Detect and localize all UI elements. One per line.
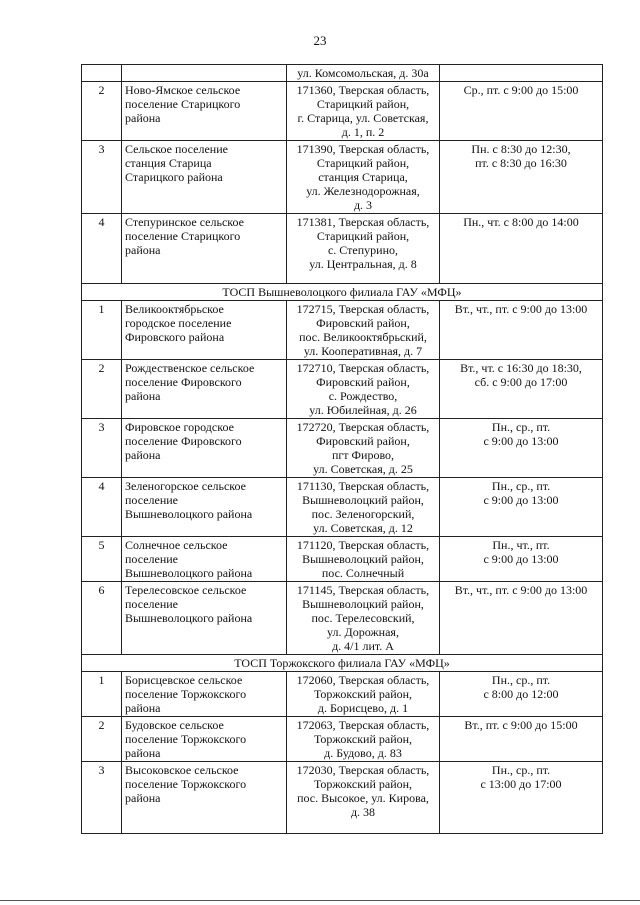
hours-line: с 9:00 до 13:00 — [483, 434, 559, 448]
address-line: 172063, Тверская область, — [296, 718, 430, 732]
section-header-row — [82, 284, 603, 301]
settlement-name-line: района — [125, 746, 161, 760]
hours-cell — [440, 141, 603, 214]
row-number — [82, 65, 122, 82]
hours-line: с 13:00 до 17:00 — [480, 777, 562, 791]
address-line: ул. Центральная, д. 8 — [309, 257, 417, 271]
settlement-name-line: поселение Фировского — [125, 434, 242, 448]
address-cell — [287, 360, 440, 419]
hours-cell — [440, 65, 603, 82]
settlement-name-line: района — [125, 111, 161, 125]
settlement-name-line: Зеленогорское сельское — [125, 479, 246, 493]
address-line: д. 3 — [353, 198, 373, 212]
address-line: пос. Великооктябрьский, — [299, 330, 427, 344]
address-line: Торжокский район, — [313, 732, 413, 746]
address-cell — [287, 717, 440, 762]
address-line: Вышневолоцкий район, — [302, 493, 424, 507]
address-line: ул. Железнодорожная, — [306, 184, 420, 198]
table-row — [82, 478, 603, 537]
hours-line: Вт., чт., пт. с 9:00 до 13:00 — [454, 583, 588, 597]
address-line: 172710, Тверская область, — [296, 361, 430, 375]
settlement-name-line: Ново-Ямское сельское — [125, 83, 241, 97]
section-header-row — [82, 655, 603, 672]
settlement-name-line: района — [125, 791, 161, 805]
settlement-name-cell — [122, 141, 287, 214]
address-line: г. Старица, ул. Советская, — [297, 111, 429, 125]
hours-cell — [440, 762, 603, 834]
address-cell — [287, 301, 440, 360]
address-line: д. 4/1 лит. А — [332, 639, 394, 653]
hours-cell — [440, 537, 603, 582]
settlement-name-line: поселение — [125, 493, 179, 507]
address-line: 172060, Тверская область, — [296, 673, 430, 687]
hours-cell — [440, 672, 603, 717]
address-line: ул. Советская, д. 25 — [313, 462, 413, 476]
table-row — [82, 65, 603, 82]
settlement-name-cell — [122, 301, 287, 360]
table-row — [82, 717, 603, 762]
address-line: пос. Солнечный — [321, 566, 405, 580]
hours-line: Вт., пт. с 9:00 до 15:00 — [464, 718, 578, 732]
settlement-name-line: Фировского района — [125, 330, 225, 344]
settlement-name-line: станция Старица — [125, 156, 212, 170]
mfc-offices-table — [81, 64, 603, 834]
address-line: 172715, Тверская область, — [296, 302, 430, 316]
settlement-name-line: района — [125, 701, 161, 715]
settlement-name-cell — [122, 478, 287, 537]
settlement-name-line: поселение Торжокского — [125, 687, 247, 701]
address-cell — [287, 478, 440, 537]
hours-line: Пн. с 8:30 до 12:30, — [471, 142, 571, 156]
address-line: д. 38 — [350, 805, 376, 819]
address-line: д. Борисцево, д. 1 — [317, 701, 409, 715]
address-line: Старицкий район, — [316, 97, 410, 111]
hours-line: с 9:00 до 13:00 — [483, 552, 559, 566]
hours-line: Пн., ср., пт. — [491, 479, 551, 493]
settlement-name-line: района — [125, 243, 161, 257]
address-line: 171390, Тверская область, — [296, 142, 430, 156]
hours-line: пт. с 8:30 до 16:30 — [475, 156, 567, 170]
table-row — [82, 582, 603, 655]
settlement-name-line: Степуринское сельское — [125, 215, 244, 229]
table-row — [82, 141, 603, 214]
settlement-name-cell — [122, 214, 287, 284]
hours-line: Пн., ср., пт. — [491, 673, 551, 687]
settlement-name-line: поселение — [125, 552, 179, 566]
bottom-rule — [0, 900, 640, 901]
row-number: 2 — [82, 717, 122, 762]
address-line: 171120, Тверская область, — [296, 538, 430, 552]
address-line: Вышневолоцкий район, — [302, 552, 424, 566]
address-line: станция Старица, — [318, 170, 408, 184]
hours-cell — [440, 717, 603, 762]
settlement-name-line: Вышневолоцкого района — [125, 507, 253, 521]
address-line: с. Рождество, — [328, 389, 398, 403]
address-line: пгт Фирово, — [331, 448, 395, 462]
address-cell — [287, 214, 440, 284]
row-number: 2 — [82, 360, 122, 419]
settlement-name-line: поселение — [125, 597, 179, 611]
settlement-name-line: поселение Торжокского — [125, 732, 247, 746]
row-number: 3 — [82, 141, 122, 214]
settlement-name-line: поселение Фировского — [125, 375, 242, 389]
row-number: 2 — [82, 82, 122, 141]
address-cell — [287, 672, 440, 717]
section-title: ТОСП Торжокского филиала ГАУ «МФЦ» — [82, 655, 603, 672]
address-cell — [287, 762, 440, 834]
address-line: 171145, Тверская область, — [296, 583, 430, 597]
settlement-name-line: Старицкого района — [125, 170, 223, 184]
table-row — [82, 82, 603, 141]
settlement-name-cell — [122, 537, 287, 582]
settlement-name-line: Рождественское сельское — [125, 361, 255, 375]
hours-cell — [440, 582, 603, 655]
address-line: пос. Терелесовский, — [311, 611, 415, 625]
address-line: 172030, Тверская область, — [296, 763, 430, 777]
row-number: 1 — [82, 672, 122, 717]
address-line: пос. Зеленогорский, — [311, 507, 415, 521]
address-line: ул. Кооперативная, д. 7 — [303, 344, 423, 358]
table-row — [82, 301, 603, 360]
table-row — [82, 672, 603, 717]
page-number: 23 — [313, 33, 327, 48]
address-line: 172720, Тверская область, — [296, 420, 430, 434]
hours-cell — [440, 360, 603, 419]
address-line: Торжокский район, — [313, 687, 413, 701]
settlement-name-line: района — [125, 448, 161, 462]
row-number: 3 — [82, 762, 122, 834]
table-body — [82, 65, 603, 834]
hours-line: с 8:00 до 12:00 — [483, 687, 559, 701]
settlement-name-line: Сельское поселение — [125, 142, 228, 156]
hours-line: Пн., чт. с 8:00 до 14:00 — [463, 215, 579, 229]
settlement-name-line: Великооктябрьское — [125, 302, 224, 316]
settlement-name-line: Борисцевское сельское — [125, 673, 243, 687]
settlement-name-line: городское поселение — [125, 316, 232, 330]
address-line: ул. Дорожная, — [327, 625, 399, 639]
settlement-name-cell — [122, 762, 287, 834]
settlement-name-line: Вышневолоцкого района — [125, 566, 253, 580]
address-line: с. Степурино, — [327, 243, 398, 257]
table-row — [82, 537, 603, 582]
settlement-name-line: Вышневолоцкого района — [125, 611, 253, 625]
table-row — [82, 762, 603, 834]
address-line: Фировский район, — [316, 316, 410, 330]
address-line: Торжокский район, — [313, 777, 413, 791]
settlement-name-cell — [122, 82, 287, 141]
settlement-name-cell — [122, 65, 287, 82]
address-line: 171130, Тверская область, — [296, 479, 430, 493]
hours-line: Пн., ср., пт. — [491, 763, 551, 777]
address-line: ул. Юбилейная, д. 26 — [309, 403, 417, 417]
hours-line: Вт., чт., пт. с 9:00 до 13:00 — [454, 302, 588, 316]
row-number: 4 — [82, 214, 122, 284]
hours-line: Пн., чт., пт. — [492, 538, 550, 552]
address-line: Фировский район, — [316, 375, 410, 389]
settlement-name-line: Терелесовское сельское — [125, 583, 247, 597]
settlement-name-line: района — [125, 389, 161, 403]
address-cell — [287, 419, 440, 478]
hours-line: сб. с 9:00 до 17:00 — [474, 375, 568, 389]
address-line: 171360, Тверская область, — [296, 83, 430, 97]
settlement-name-line: Солнечное сельское — [125, 538, 228, 552]
address-line: 171381, Тверская область, — [296, 215, 430, 229]
address-cell — [287, 141, 440, 214]
settlement-name-cell — [122, 717, 287, 762]
settlement-name-cell — [122, 582, 287, 655]
settlement-name-line: поселение Старицкого — [125, 229, 241, 243]
address-cell — [287, 537, 440, 582]
settlement-name-line: Будовское сельское — [125, 718, 224, 732]
address-line: д. 1, п. 2 — [341, 125, 385, 139]
settlement-name-line: Фировское городское — [125, 420, 234, 434]
hours-line: Пн., ср., пт. — [491, 420, 551, 434]
row-number: 5 — [82, 537, 122, 582]
address-cell — [287, 82, 440, 141]
hours-line: Вт., чт. с 16:30 до 18:30, — [460, 361, 582, 375]
address-line: д. Будово, д. 83 — [324, 746, 402, 760]
hours-line: с 9:00 до 13:00 — [483, 493, 559, 507]
address-line: пос. Высокое, ул. Кирова, — [297, 791, 429, 805]
row-number: 3 — [82, 419, 122, 478]
section-title: ТОСП Вышневолоцкого филиала ГАУ «МФЦ» — [82, 284, 603, 301]
table-row — [82, 360, 603, 419]
settlement-name-line: поселение Торжокского — [125, 777, 247, 791]
row-number: 1 — [82, 301, 122, 360]
hours-cell — [440, 214, 603, 284]
settlement-name-cell — [122, 360, 287, 419]
address-line: ул. Комсомольская, д. 30а — [297, 66, 429, 80]
hours-line: Ср., пт. с 9:00 до 15:00 — [463, 83, 579, 97]
address-line: Старицкий район, — [316, 229, 410, 243]
row-number: 6 — [82, 582, 122, 655]
address-line: ул. Советская, д. 12 — [313, 521, 413, 535]
address-line: Фировский район, — [316, 434, 410, 448]
address-cell — [287, 582, 440, 655]
hours-cell — [440, 419, 603, 478]
settlement-name-line: Высоковское сельское — [125, 763, 239, 777]
row-number: 4 — [82, 478, 122, 537]
hours-cell — [440, 82, 603, 141]
table-row — [82, 214, 603, 284]
settlement-name-line: поселение Старицкого — [125, 97, 241, 111]
address-line: Вышневолоцкий район, — [302, 597, 424, 611]
address-cell — [287, 65, 440, 82]
hours-cell — [440, 301, 603, 360]
hours-cell — [440, 478, 603, 537]
settlement-name-cell — [122, 419, 287, 478]
table-row — [82, 419, 603, 478]
settlement-name-cell — [122, 672, 287, 717]
address-line: Старицкий район, — [316, 156, 410, 170]
